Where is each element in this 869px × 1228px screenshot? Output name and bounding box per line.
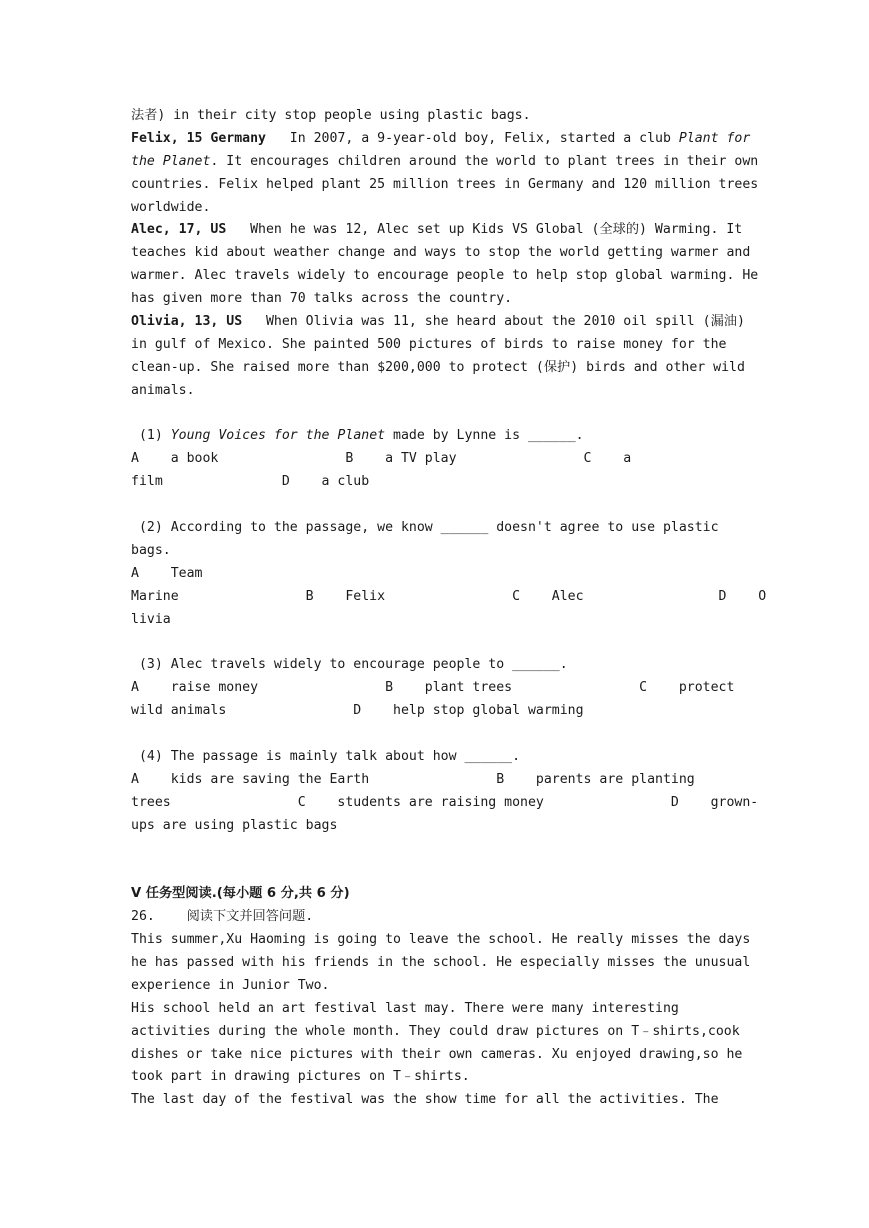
text-line — [131, 448, 741, 471]
line-text: he has passed with his friends in the school. He especially misses the unusual — [131, 954, 751, 970]
text-line — [131, 792, 759, 815]
text-line — [131, 700, 741, 723]
line-text: Marine B Felix C Alec D O — [131, 588, 767, 604]
text-line — [131, 998, 741, 1021]
line-text: This summer,Xu Haoming is going to leave the school. He really misses the days — [131, 932, 751, 948]
line-text: countries. Felix helped plant 25 million trees in Germany and 120 million trees — [131, 176, 759, 192]
line-text: In 2007, a 9-year-old boy, Felix, started a club — [265, 130, 679, 146]
line-text: film D a club — [131, 474, 370, 490]
line-text: The last day of the festival was the show time for all the activities. The — [131, 1092, 719, 1108]
text-line — [131, 334, 741, 357]
text-line — [131, 357, 745, 380]
italic-title: Young Voices for the Planet — [170, 428, 386, 444]
text-line — [131, 105, 741, 128]
line-text: (2) According to the passage, we know ______ doesn't agree to use plastic — [131, 520, 719, 536]
line-text: trees C students are raising money D grown- — [131, 794, 759, 810]
line-text: activities during the whole month. They could draw pictures on T﹣shirts,cook — [131, 1023, 740, 1039]
italic-title: Plant for — [678, 130, 751, 146]
blank-line — [131, 494, 741, 517]
blank-line — [131, 631, 741, 654]
line-text: took part in drawing pictures on T﹣shirts. — [131, 1069, 470, 1085]
line-text: dishes or take nice pictures with their own cameras. Xu enjoyed drawing,so he — [131, 1046, 743, 1062]
blank-line — [131, 723, 741, 746]
line-text: ups are using plastic bags — [131, 817, 338, 833]
line-text: (4) The passage is mainly talk about how ______. — [131, 748, 521, 764]
blank-line — [131, 838, 741, 861]
text-line — [131, 746, 741, 769]
text-line — [131, 128, 751, 151]
text-line — [131, 952, 751, 975]
text-line — [131, 540, 741, 563]
text-line — [131, 1089, 741, 1112]
text-line — [131, 1021, 741, 1044]
line-text: livia — [131, 611, 171, 627]
question-number: (1) — [131, 428, 171, 444]
line-text: A raise money B plant trees C protect — [131, 680, 735, 696]
text-line — [131, 769, 741, 792]
text-line — [131, 929, 751, 952]
line-text: has given more than 70 talks across the country. — [131, 291, 513, 307]
text-line — [131, 311, 745, 334]
text-line — [131, 975, 741, 998]
text-line — [131, 425, 741, 448]
text-line — [131, 197, 741, 220]
document-page — [131, 105, 767, 1112]
text-line — [131, 242, 751, 265]
person-name: Felix, 15 Germany — [131, 130, 266, 146]
text-line — [131, 906, 741, 929]
line-text: experience in Junior Two. — [131, 977, 330, 993]
blank-line — [131, 403, 741, 426]
text-line — [131, 174, 759, 197]
text-line — [131, 586, 767, 609]
text-line — [131, 883, 741, 906]
line-text: . It encourages children around the world to plant trees in their own — [210, 153, 759, 169]
text-line — [131, 677, 741, 700]
line-text: (3) Alec travels widely to encourage people to ______. — [131, 657, 568, 673]
text-line — [131, 815, 741, 838]
text-line — [131, 380, 741, 403]
text-line — [131, 609, 741, 632]
person-name: Olivia, 13, US — [131, 314, 243, 330]
text-line — [131, 471, 741, 494]
text-line — [131, 654, 741, 677]
line-text: When Olivia was 11, she heard about the 2010 oil spill (漏油) — [242, 314, 745, 330]
text-line — [131, 151, 759, 174]
person-name: Alec, 17, US — [131, 222, 227, 238]
line-text: teaches kid about weather change and ways to stop the world getting warmer and — [131, 245, 751, 261]
line-text: worldwide. — [131, 199, 211, 215]
text-line — [131, 563, 741, 586]
line-text: When he was 12, Alec set up Kids VS Global (全球的) Warming. It — [226, 222, 743, 238]
line-text: animals. — [131, 382, 195, 398]
line-text: 26. 阅读下文并回答问题. — [131, 909, 314, 925]
text-line — [131, 1044, 741, 1067]
text-line — [131, 517, 741, 540]
section-heading: V 任务型阅读.(每小题 6 分,共 6 分) — [131, 886, 350, 902]
line-text: clean-up. She raised more than $200,000 to protect (保护) birds and other wild — [131, 359, 745, 375]
line-text: A kids are saving the Earth B parents are planting — [131, 771, 695, 787]
text-line — [131, 219, 741, 242]
line-text: wild animals D help stop global warming — [131, 703, 584, 719]
text-line — [131, 1066, 741, 1089]
line-text: A a book B a TV play C a — [131, 451, 632, 467]
line-text: warmer. Alec travels widely to encourage people to help stop global warming. He — [131, 268, 759, 284]
line-text: A Team — [131, 565, 203, 581]
blank-line — [131, 860, 741, 883]
text-line — [131, 265, 759, 288]
line-text: His school held an art festival last may. There were many interesting — [131, 1000, 679, 1016]
line-text: bags. — [131, 542, 171, 558]
text-line — [131, 288, 741, 311]
italic-title: the Planet — [131, 153, 211, 169]
line-text: 法者) in their city stop people using plastic bags. — [131, 108, 531, 123]
line-text: in gulf of Mexico. She painted 500 pictures of birds to raise money for the — [131, 336, 727, 352]
line-text: made by Lynne is ______. — [385, 428, 584, 444]
